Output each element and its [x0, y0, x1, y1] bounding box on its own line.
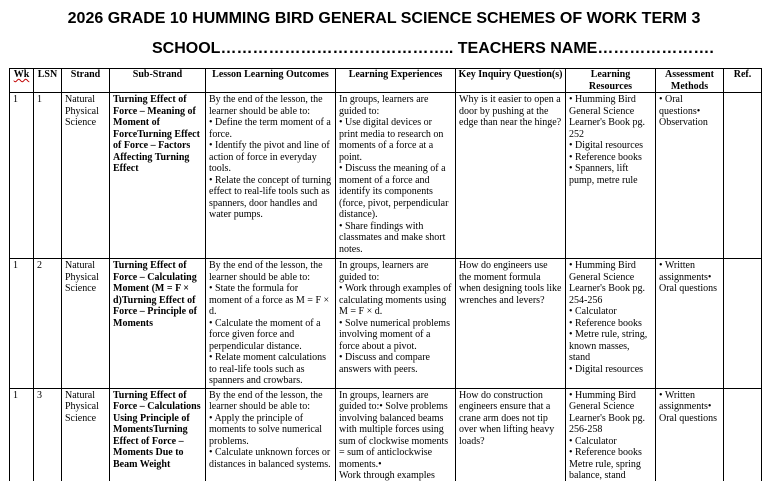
list-item: • Identify the pivot and line of action of force in everyday tools. [209, 140, 330, 174]
cell-experiences [336, 259, 456, 389]
cell-sub-strand: Turning Effect of Force – Calculating Moment (M = F × d)Turning Effect of Force – Principle of Moments [110, 259, 206, 389]
outcomes-list [209, 117, 332, 221]
cell-strand: Natural Physical Science [62, 259, 110, 389]
col-header-outcomes: Lesson Learning Outcomes [206, 69, 336, 93]
cell-ref [724, 388, 762, 481]
cell-wk: 1 [10, 93, 34, 259]
assessment-list [659, 260, 720, 295]
cell-ref [724, 93, 762, 259]
list-item: • Apply the principle of moments to solve numerical problems. [209, 412, 323, 447]
experiences-intro: In groups, learners are guided to:• Solve problems involving balanced beams with multiple forces using sum of clockwise moments = sum of anticlockwise moments.• [339, 389, 449, 470]
col-header-inquiry: Key Inquiry Question(s) [456, 69, 566, 93]
outcomes-list [209, 413, 332, 471]
list-item: • Calculate unknown forces or distances in balanced systems. [209, 447, 331, 470]
cell-sub-strand: Turning Effect of Force – Meaning of Moment of ForceTurning Effect of Force – Factors Affecting Turning Effect [110, 93, 206, 259]
list-item: • Discuss the meaning of a moment of a force and identify its components (force, pivot, perpendicular distance). [339, 163, 449, 220]
list-item: • Reference books [569, 317, 642, 329]
cell-outcomes [206, 259, 336, 389]
cell-assessment [656, 93, 724, 259]
list-item: • Metre rule, string, known masses, stand [569, 329, 648, 363]
resources-list [569, 390, 652, 481]
cell-inquiry: How do engineers use the moment formula when designing tools like wrenches and levers? [456, 259, 566, 389]
outcomes-list [209, 283, 332, 387]
list-item: • Work through examples of calculating moments using M = F × d. [339, 283, 452, 317]
experiences-list [339, 283, 452, 375]
list-item: • Define the term moment of a force. [209, 117, 331, 140]
list-item: • Reference books [569, 447, 642, 458]
col-header-experiences: Learning Experiences [336, 69, 456, 93]
cell-resources [566, 93, 656, 259]
experiences-intro: In groups, learners are guided to: [339, 260, 429, 283]
cell-outcomes [206, 388, 336, 481]
list-item: Observation [659, 117, 708, 128]
col-header-assessment: Assessment Methods [656, 69, 724, 93]
list-item: • Spanners, lift pump, metre rule [569, 163, 638, 186]
list-item: • Calculator [569, 306, 617, 317]
cell-strand: Natural Physical Science [62, 93, 110, 259]
list-item: Work through examples [339, 470, 435, 481]
cell-inquiry: Why is it easier to open a door by pushing at the edge than near the hinge? [456, 93, 566, 259]
cell-ref [724, 259, 762, 389]
col-header-sub-strand: Sub-Strand [110, 69, 206, 93]
list-item: • Humming Bird General Science Learner's Book pg. 254-256 [569, 260, 645, 306]
list-item: • Digital resources [569, 140, 644, 151]
outcomes-intro: By the end of the lesson, the learner should be able to: [209, 94, 323, 117]
assessment-list [659, 94, 720, 129]
school-teacher-line: SCHOOL…………………………………….. TEACHERS NAME…………………. [152, 40, 714, 57]
list-item: Oral questions [659, 412, 718, 424]
col-header-lsn: LSN [34, 69, 62, 93]
cell-lsn: 1 [34, 93, 62, 259]
resources-list [569, 260, 652, 375]
list-item: • Humming Bird General Science Learner's Book pg. 256-258 [569, 389, 645, 435]
list-item: • Share findings with classmates and make short notes. [339, 220, 446, 255]
col-header-resources: Learning Resources [566, 69, 656, 93]
list-item: • Written assignments• [659, 389, 712, 412]
list-item: • Reference books [569, 151, 642, 163]
list-item: • State the formula for moment of a force as M = F × d. [209, 283, 330, 317]
cell-wk: 1 [10, 259, 34, 389]
table-row [10, 259, 762, 389]
list-item: • Relate the concept of turning effect to real-life tools such as spanners, door handles and water pumps. [209, 174, 332, 220]
cell-assessment [656, 388, 724, 481]
experiences-list [339, 470, 452, 481]
cell-sub-strand: Turning Effect of Force – Calculations Using Principle of MomentsTurning Effect of Force – Moments Due to Beam Weight [110, 388, 206, 481]
cell-wk: 1 [10, 388, 34, 481]
table-row [10, 388, 762, 481]
list-item: • Relate moment calculations to real-life tools such as spanners and crowbars. [209, 352, 327, 386]
cell-inquiry: How do construction engineers ensure that a crane arm does not tip over when lifting heavy loads? [456, 388, 566, 481]
cell-lsn: 2 [34, 259, 62, 389]
list-item: • Calculator [569, 435, 617, 447]
cell-experiences [336, 93, 456, 259]
cell-assessment [656, 259, 724, 389]
experiences-intro: In groups, learners are guided to: [339, 94, 429, 117]
table-row [10, 93, 762, 259]
cell-outcomes [206, 93, 336, 259]
list-item: Metre rule, spring balance, stand [569, 458, 641, 481]
cell-experiences [336, 388, 456, 481]
outcomes-intro: By the end of the lesson, the learner should be able to: [209, 260, 323, 283]
list-item: • Calculate the moment of a force given force and perpendicular distance. [209, 317, 321, 352]
col-header-wk: Wk [10, 69, 34, 93]
cell-strand: Natural Physical Science [62, 388, 110, 481]
assessment-list [659, 390, 720, 425]
experiences-list [339, 117, 452, 255]
list-item: Oral questions [659, 283, 718, 294]
list-item: • Use digital devices or print media to research on moments of a force at a point. [339, 117, 444, 163]
list-item: • Written assignments• [659, 260, 712, 283]
cell-resources [566, 259, 656, 389]
table-header-row [10, 69, 762, 93]
schemes-of-work-table [9, 68, 762, 481]
list-item: • Humming Bird General Science Learner's Book pg. 252 [569, 94, 645, 140]
list-item: • Discuss and compare answers with peers. [339, 352, 430, 375]
resources-list [569, 94, 652, 186]
col-header-ref: Ref. [724, 69, 762, 93]
cell-lsn: 3 [34, 388, 62, 481]
list-item: • Solve numerical problems involving moment of a force about a pivot. [339, 317, 450, 352]
outcomes-intro: By the end of the lesson, the learner should be able to: [209, 389, 323, 412]
cell-resources [566, 388, 656, 481]
col-header-strand: Strand [62, 69, 110, 93]
list-item: • Oral questions• [659, 94, 701, 117]
document-title: 2026 GRADE 10 HUMMING BIRD GENERAL SCIENCE SCHEMES OF WORK TERM 3 [67, 10, 701, 27]
list-item: • Digital resources [569, 363, 644, 375]
